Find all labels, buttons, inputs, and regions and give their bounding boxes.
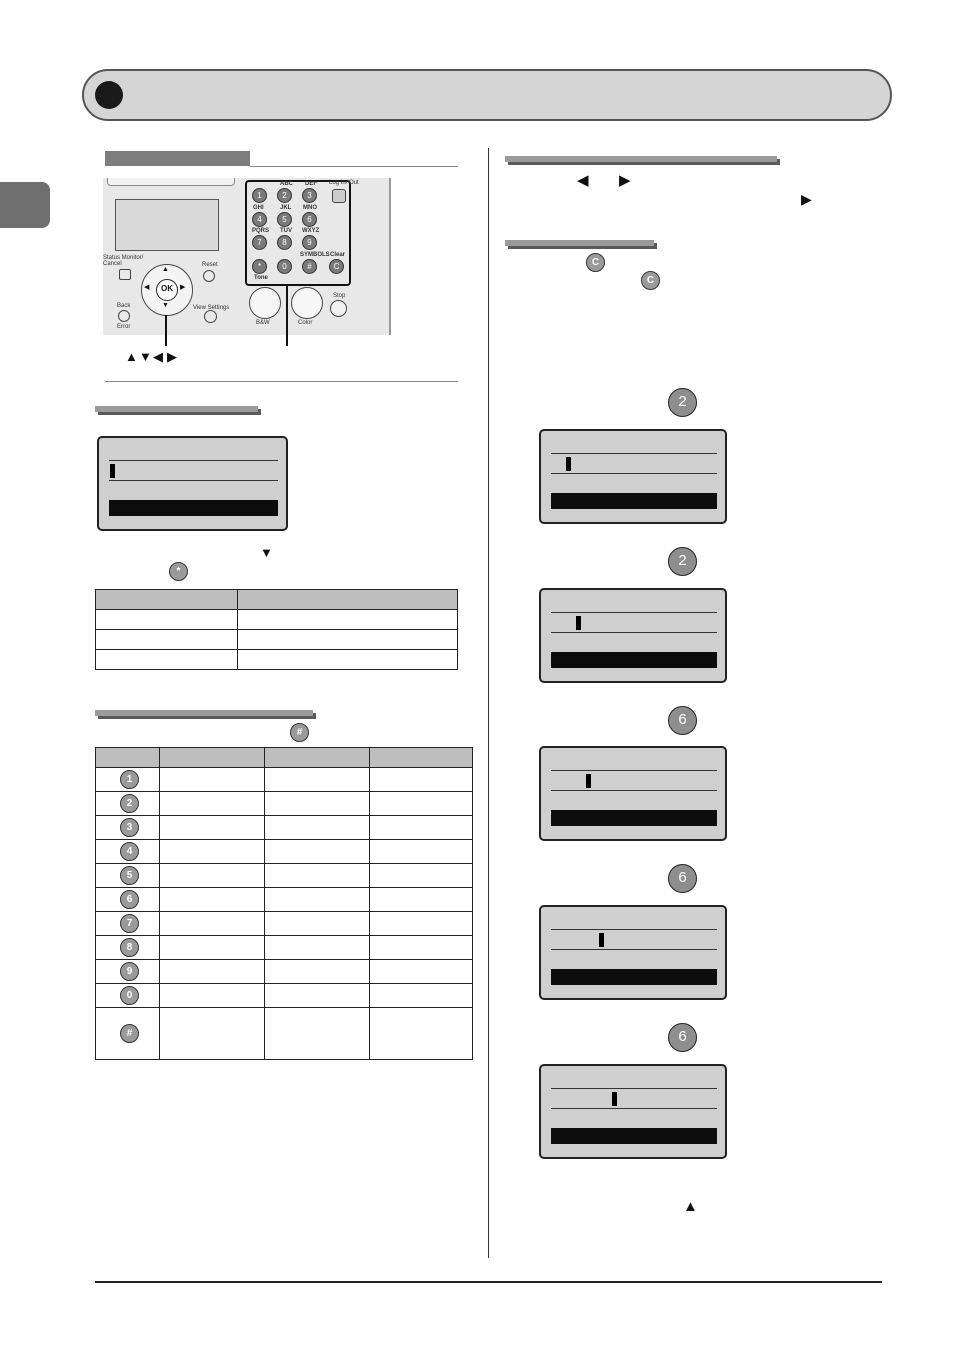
left-arrow-icon: ◀ (153, 349, 163, 364)
right-arrow-icon: ▶ (167, 349, 177, 364)
pad-right-icon: ▶ (180, 284, 186, 291)
pad-down-icon: ▼ (162, 302, 169, 309)
key-6-icon: 6 (120, 890, 139, 909)
lcd-screen-step-2 (539, 588, 727, 683)
keypad-key-star: * (252, 259, 267, 274)
up-arrow-icon: ▲ (125, 349, 138, 364)
footer-rule (95, 1281, 882, 1283)
mode-table-cell (238, 630, 458, 650)
key-letters-mno: MNO (303, 205, 317, 211)
keypad-key-1: 1 (252, 188, 267, 203)
key-letters-tuv: TUV (280, 228, 292, 234)
character-table (95, 747, 473, 1060)
chapter-bullet (95, 81, 123, 109)
section-rule (105, 381, 458, 382)
lcd-screen-step-1 (539, 429, 727, 524)
table-row-key-9 (96, 960, 160, 984)
key-letters-symbols: SYMBOLS (300, 252, 330, 258)
char-table-header-cell (265, 748, 370, 768)
step-key-icon: 6 (668, 706, 697, 735)
error-label: Error (117, 324, 131, 330)
pad-up-icon: ▲ (162, 266, 169, 273)
stop-button (330, 300, 347, 317)
table-row-key-2 (96, 792, 160, 816)
char-table-header-cell (96, 748, 160, 768)
back-button (118, 310, 130, 322)
start-color-button (291, 287, 323, 319)
keypad-key-9: 9 (302, 235, 317, 250)
key-hash-icon: # (120, 1024, 139, 1043)
step-key-icon: 2 (668, 388, 697, 417)
mode-table-cell (96, 630, 238, 650)
key-2-icon: 2 (120, 794, 139, 813)
characters-section-bar (95, 710, 313, 716)
mode-table-header-cell (96, 590, 238, 610)
bw-label: B&W (256, 320, 270, 326)
key-0-icon: 0 (120, 986, 139, 1005)
keys-section-label (105, 151, 250, 166)
status-monitor-label: Status Monitor/ Cancel (103, 255, 144, 267)
step-key-icon: 6 (668, 864, 697, 893)
table-row-key-4 (96, 840, 160, 864)
section-rule (250, 166, 458, 167)
mode-section-bar (95, 406, 258, 412)
step-key-icon: 6 (668, 1023, 697, 1052)
login-button (332, 189, 346, 203)
view-settings-label: View Settings (193, 305, 230, 311)
key-4-icon: 4 (120, 842, 139, 861)
input-mode-table (95, 589, 458, 670)
lcd-screen-input-mode (97, 436, 288, 531)
reset-label: Reset (202, 262, 218, 268)
key-3-icon: 3 (120, 818, 139, 837)
right-arrow-icon: ▶ (801, 191, 812, 207)
key-letters-clear: Clear (330, 252, 346, 258)
key-letters-abc: ABC (280, 181, 293, 187)
table-row-key-7 (96, 912, 160, 936)
mode-table-cell (238, 610, 458, 630)
keypad-key-hash: # (302, 259, 317, 274)
keypad-key-7: 7 (252, 235, 267, 250)
reset-button (203, 270, 215, 282)
clear-key-icon: C (586, 253, 605, 272)
star-key-icon: * (169, 562, 188, 581)
key-letters-jkl: JKL (280, 205, 292, 211)
panel-display (115, 199, 219, 251)
clear-key-icon: C (641, 271, 660, 290)
mode-table-header-cell (238, 590, 458, 610)
char-table-header-cell (160, 748, 265, 768)
step-key-icon: 2 (668, 547, 697, 576)
key-letters-wxyz: WXYZ (302, 228, 320, 234)
mode-table-cell (96, 610, 238, 630)
view-settings-button (204, 310, 217, 323)
keypad-key-4: 4 (252, 212, 267, 227)
chapter-side-tab (0, 182, 50, 228)
stop-label: Stop (333, 293, 346, 299)
table-row-key-8 (96, 936, 160, 960)
keypad-key-3: 3 (302, 188, 317, 203)
char-table-header-cell (370, 748, 473, 768)
mode-table-cell (96, 650, 238, 670)
lcd-screen-step-5 (539, 1064, 727, 1159)
column-divider (488, 148, 489, 1258)
ok-key: OK (156, 279, 178, 301)
hash-key-icon: # (290, 723, 309, 742)
color-label: Color (298, 320, 313, 326)
back-label: Back (117, 303, 131, 309)
lcd-screen-step-3 (539, 746, 727, 841)
table-row-key-6 (96, 888, 160, 912)
key-8-icon: 8 (120, 938, 139, 957)
mode-table-cell (238, 650, 458, 670)
key-letters-tone: Tone (254, 275, 268, 281)
login-label: Log In/ Out (329, 180, 359, 186)
down-arrow-icon: ▼ (260, 545, 273, 560)
key-letters-ghi: GHI (253, 205, 264, 211)
lcd-screen-step-4 (539, 905, 727, 1000)
down-arrow-icon: ▼ (139, 349, 152, 364)
up-arrow-icon: ▲ (683, 1198, 698, 1215)
key-9-icon: 9 (120, 962, 139, 981)
keypad-key-8: 8 (277, 235, 292, 250)
key-7-icon: 7 (120, 914, 139, 933)
keypad-callout-line (286, 284, 288, 346)
table-row-key-1 (96, 768, 160, 792)
status-button (119, 269, 131, 280)
keypad-key-clear: C (329, 259, 344, 274)
key-1-icon: 1 (120, 770, 139, 789)
table-row-key-5 (96, 864, 160, 888)
left-arrow-icon: ◀ (577, 172, 589, 189)
arrow-keys-callout-line (165, 315, 167, 346)
pad-left-icon: ◀ (144, 284, 150, 291)
chapter-header-bar (82, 69, 892, 121)
right-arrow-icon: ▶ (619, 172, 631, 189)
cursor-section-bar (505, 156, 777, 162)
start-bw-button (249, 287, 281, 319)
keypad-key-5: 5 (277, 212, 292, 227)
delete-section-bar (505, 240, 654, 246)
table-row-key-0 (96, 984, 160, 1008)
table-row-key-3 (96, 816, 160, 840)
keypad-key-6: 6 (302, 212, 317, 227)
key-letters-def: DEF (305, 181, 317, 187)
keypad-key-2: 2 (277, 188, 292, 203)
keypad-key-0: 0 (277, 259, 292, 274)
table-row-key-hash (96, 1008, 160, 1060)
operation-panel-illustration (103, 178, 391, 335)
key-letters-pqrs: PQRS (252, 228, 270, 234)
key-5-icon: 5 (120, 866, 139, 885)
